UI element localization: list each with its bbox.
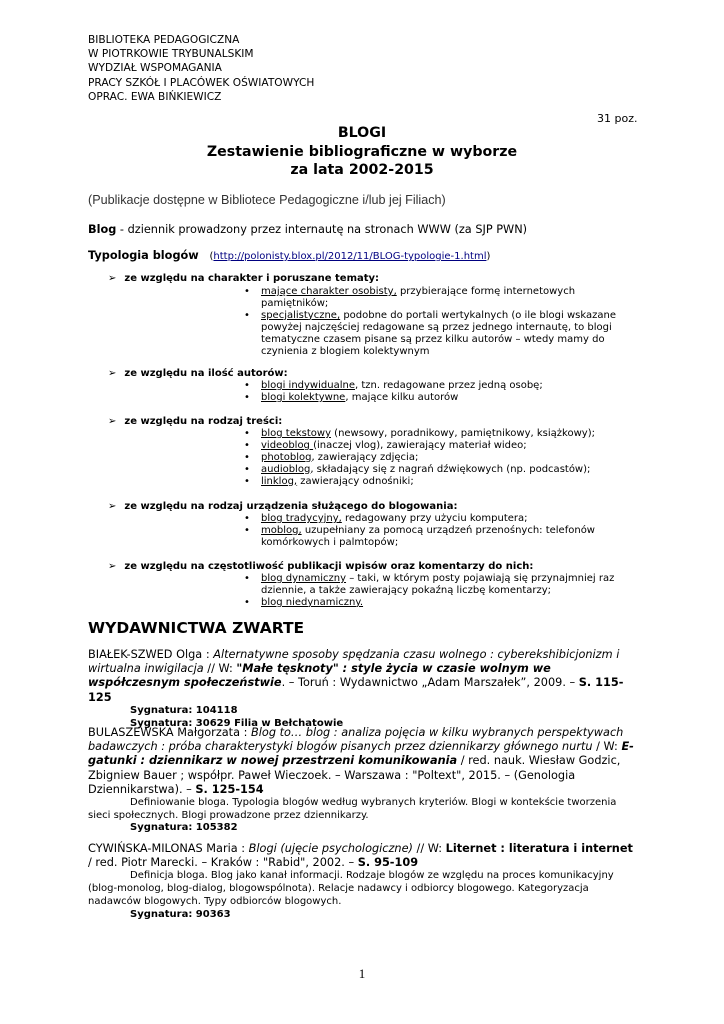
- list-item: [244, 286, 624, 310]
- item-rest: redagowany przy użyciu komputera;: [341, 513, 528, 524]
- entry-pages: S. 95-109: [357, 856, 419, 870]
- item-term: blog tradycyjny,: [261, 513, 342, 524]
- entry-signature: Sygnatura: 30629 Filia w Bełchatowie: [130, 717, 344, 729]
- entry-title: Alternatywne sposoby spędzania czasu wolnego : cyberekshibicjonizm i wirtualna inwigilacja: [88, 648, 620, 676]
- definition-text: - dziennik prowadzony przez internautę na stronach WWW (za SJP PWN): [116, 223, 528, 236]
- arrow-bullet-icon: ➢: [108, 416, 117, 427]
- entry-description: Definiowanie bloga. Typologia blogów według wybranych kryteriów. Blogi w kontekście tworzenia sieci społecznych. Blogi prowadzone przez dziennikarzy.: [88, 797, 617, 821]
- list-item: [244, 525, 624, 549]
- entry-citation: [88, 726, 636, 797]
- item-count: 31 poz.: [597, 112, 638, 125]
- item-rest: zawierający odnośniki;: [297, 475, 414, 487]
- document-title: [0, 124, 724, 180]
- header-line: PRACY SZKÓŁ I PLACÓWEK OŚWIATOWYCH: [88, 76, 315, 89]
- list-item: [244, 392, 624, 404]
- item-term: mające charakter osobisty,: [261, 286, 397, 297]
- typology-link[interactable]: http://polonisty.blox.pl/2012/11/BLOG-typologie-1.html: [213, 251, 487, 262]
- typology-section-head: [108, 416, 282, 427]
- item-term: specjalistyczne,: [261, 309, 341, 321]
- entry-imprint: / red. nauk. Wiesław Godzic, Zbigniew Bauer ; współpr. Paweł Wieczoek. – Warszawa : "Poltext", 2015. – (Genologia Dziennikarstwa). –: [88, 754, 621, 796]
- section-head-text: ze względu na rodzaj treści:: [124, 416, 283, 427]
- entry-author: BULASZEWSKA Małgorzata :: [88, 726, 252, 739]
- list-item: [244, 513, 624, 525]
- item-rest: uzupełniany za pomocą urządzeń przenośnych: telefonów komórkowych i palmtopów;: [261, 524, 595, 548]
- typology-open: (: [209, 251, 214, 262]
- list-item: [244, 428, 624, 440]
- section-head-text: ze względu na rodzaj urządzenia służącego do blogowania:: [124, 501, 458, 512]
- list-item: [244, 597, 624, 609]
- section-head-text: ze względu na charakter i poruszane tematy:: [124, 273, 380, 284]
- title-line-1: BLOGI: [337, 125, 387, 141]
- title-line-2: Zestawienie bibliograficzne w wyborze: [206, 143, 518, 160]
- entry-pages: S. 115-125: [88, 676, 624, 704]
- availability-note: (Publikacje dostępne w Bibliotece Pedagogiczne i/lub jej Filiach): [88, 193, 446, 207]
- list-item: [244, 573, 624, 597]
- list-item: [244, 380, 624, 392]
- typology-list: [244, 513, 624, 549]
- typology-section-head: [108, 501, 457, 512]
- item-rest: (newsowy, poradnikowy, pamiętnikowy, książkowy);: [330, 428, 595, 439]
- item-term: videoblog: [261, 439, 314, 451]
- item-rest: – taki, w którym posty pojawiają się przynajmniej raz dziennie, a także zawierający pokaźną liczbę komentarzy;: [261, 573, 615, 596]
- entry-in: // W:: [412, 842, 446, 855]
- entry-host-title: Liternet : literatura i internet: [445, 842, 633, 855]
- entry-title: Blogi (ujęcie psychologiczne): [248, 842, 413, 855]
- typology-section-head: [108, 561, 533, 572]
- definition-term: Blog: [88, 223, 117, 236]
- arrow-bullet-icon: ➢: [108, 561, 117, 572]
- typology-section-head: [108, 273, 379, 284]
- arrow-bullet-icon: ➢: [108, 501, 117, 512]
- title-line-3: za lata 2002-2015: [290, 162, 434, 178]
- header-line: OPRAC. EWA BIŃKIEWICZ: [88, 90, 222, 103]
- entry-imprint: . – Toruń : Wydawnictwo „Adam Marszałek”, 2009. –: [281, 676, 579, 690]
- list-item: [244, 476, 624, 488]
- bibliography-entry: [88, 842, 636, 921]
- entry-host-title: E-gatunki : dziennikarz w nowej przestrzeni komunikowania: [88, 740, 634, 768]
- section-heading: WYDAWNICTWA ZWARTE: [88, 619, 305, 637]
- entry-signature: Sygnatura: 104118: [130, 704, 238, 716]
- item-term: blogi kolektywne: [261, 391, 346, 403]
- typology-close: ): [486, 251, 491, 262]
- entry-title: Blog to… blog : analiza pojęcia w kilku wybranych perspektywach badawczych : próba charakterystyki blogów pisanych przez dziennikarzy głównego nurtu: [88, 726, 624, 754]
- entry-author: CYWIŃSKA-MILONAS Maria :: [88, 842, 249, 855]
- list-item: [244, 310, 624, 358]
- item-term: blog dynamiczny: [261, 573, 347, 584]
- bibliography-entry: [88, 726, 636, 835]
- bibliography-entry: [88, 648, 636, 730]
- entry-signature: Sygnatura: 90363: [130, 908, 231, 920]
- blog-definition: [88, 223, 527, 236]
- item-rest: (inaczej vlog), zawierający materiał wideo;: [313, 439, 527, 451]
- list-item: [244, 452, 624, 464]
- entry-in: // W:: [203, 662, 237, 676]
- header-line: BIBLIOTEKA PEDAGOGICZNA: [88, 34, 240, 46]
- item-term: blog tekstowy: [261, 428, 331, 439]
- entry-host-title: "Małe tęsknoty" : style życia w czasie wolnym we współczesnym społeczeństwie: [88, 662, 551, 690]
- item-term: linklog,: [261, 475, 298, 487]
- item-term: audioblog: [261, 463, 311, 475]
- entry-description: Definicja bloga. Blog jako kanał informacji. Rodzaje blogów ze względu na proces komunikacyjny (blog-monolog, blog-dialog, blogowspólnota). Relacje nadawcy i odbiorcy blogowego. Kategoryzacja nadawców blogowych. Typy odbiorców blogowych.: [88, 870, 614, 907]
- item-rest: , mające kilku autorów: [345, 391, 459, 403]
- entry-in: / W:: [592, 740, 622, 754]
- section-head-text: ze względu na częstotliwość publikacji wpisów oraz komentarzy do nich:: [124, 561, 534, 572]
- typology-list: [244, 380, 624, 404]
- item-rest: , zawierający zdjęcia;: [311, 451, 419, 463]
- entry-imprint: / red. Piotr Marecki. – Kraków : "Rabid", 2002. –: [88, 856, 358, 870]
- item-rest: podobne do portali wertykalnych (o ile blogi wskazane powyżej najczęściej redagowane są przez jednego internautę, to blogi tematyczne czasem pisane są przez kilku autorów – wtedy mamy do czynienia z blogiem kolektywnym: [261, 309, 616, 357]
- header-line: WYDZIAŁ WSPOMAGANIA: [88, 62, 222, 75]
- item-rest: przybierające formę internetowych pamiętników;: [261, 286, 576, 309]
- item-term: blogi indywidualne: [261, 380, 355, 391]
- entry-citation: [88, 648, 636, 705]
- typology-list: [244, 428, 624, 488]
- list-item: [244, 440, 624, 452]
- section-head-text: ze względu na ilość autorów:: [124, 368, 288, 379]
- typology-list: [244, 573, 624, 609]
- entry-citation: [88, 842, 636, 870]
- item-term: blog niedynamiczny.: [261, 596, 364, 608]
- list-item: [244, 464, 624, 476]
- typology-list: [244, 286, 624, 357]
- page-number: 1: [358, 966, 366, 981]
- entry-pages: S. 125-154: [195, 782, 264, 796]
- item-rest: , składający się z nagrań dźwiękowych (np. podcastów);: [310, 463, 591, 475]
- entry-author: BIAŁEK-SZWED Olga :: [88, 648, 214, 661]
- typology-section-head: [108, 368, 288, 379]
- library-header: [88, 33, 314, 104]
- item-term: moblog,: [261, 524, 302, 536]
- entry-signature: Sygnatura: 105382: [130, 822, 238, 834]
- arrow-bullet-icon: ➢: [108, 273, 117, 284]
- typology-line: [88, 249, 490, 262]
- item-term: photoblog: [261, 451, 312, 463]
- arrow-bullet-icon: ➢: [108, 368, 117, 379]
- header-line: W PIOTRKOWIE TRYBUNALSKIM: [88, 48, 254, 61]
- typology-label: Typologia blogów: [88, 249, 199, 262]
- item-rest: , tzn. redagowane przez jedną osobę;: [354, 380, 543, 391]
